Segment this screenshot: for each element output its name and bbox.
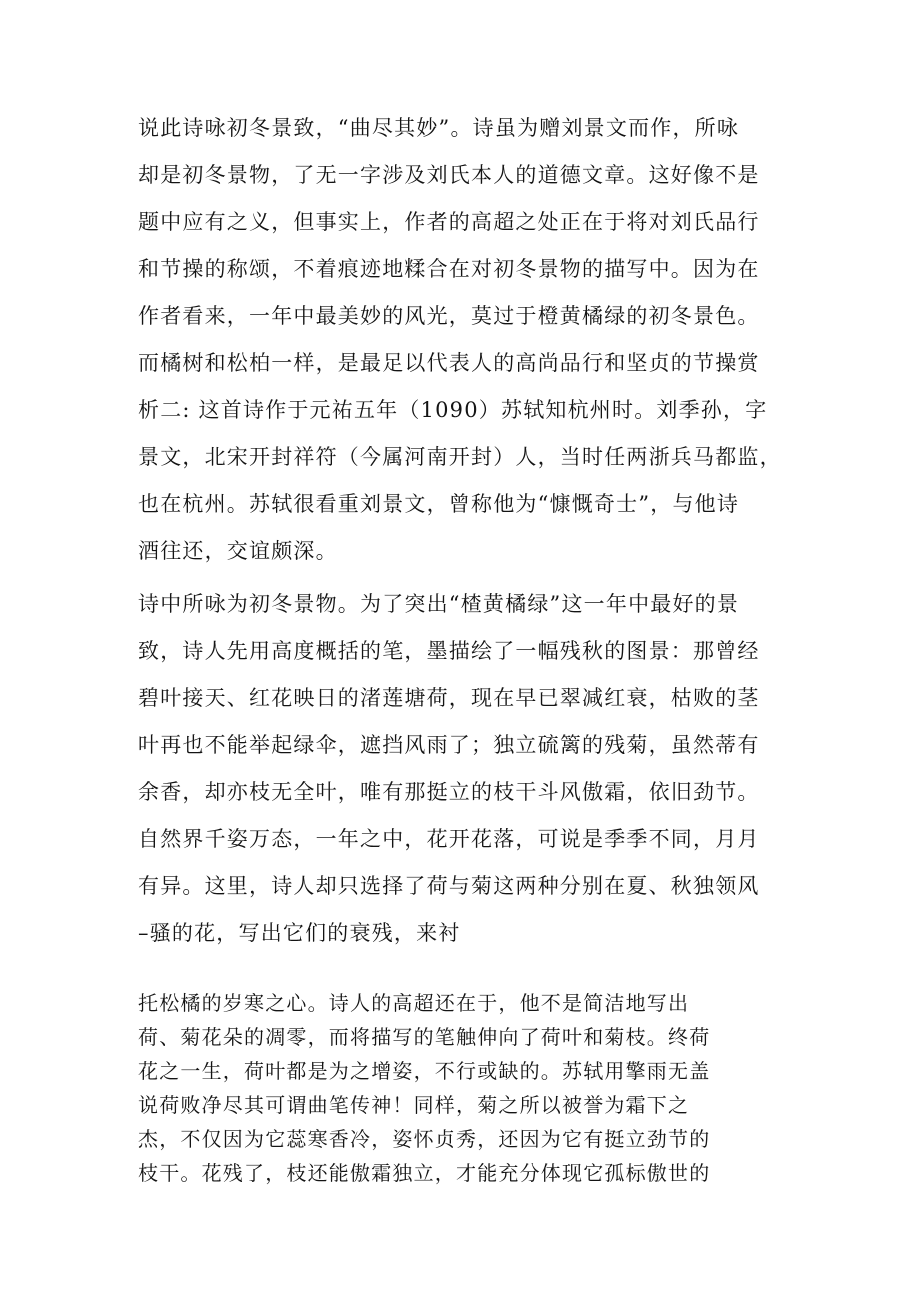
text-line: 景文，北宋开封祥符（今属河南开封）人，当时任两浙兵马都监， [138, 445, 782, 469]
text-line: 自然界千姿万态，一年之中，花开花落，可说是季季不同，月月 [138, 827, 760, 851]
text-line: 诗中所咏为初冬景物。为了突出“楂黄橘绿”这一年中最好的景 [138, 592, 740, 616]
text-line: 枝干。花残了，枝还能傲霜独立，才能充分体现它孤标傲世的 [138, 1161, 711, 1185]
text-line: 托松橘的岁寒之心。诗人的高超还在于，他不是简洁地写出 [138, 991, 690, 1015]
text-line: 杰，不仅因为它蕊寒香冷，姿怀贞秀，还因为它有挺立劲节的 [138, 1127, 711, 1151]
text-line: 花之一生，荷叶都是为之增姿，不行或缺的。苏轼用擎雨无盖 [138, 1059, 711, 1083]
text-line: 却是初冬景物，了无一字涉及刘氏本人的道德文章。这好像不是 [138, 163, 760, 187]
text-line: 致，诗人先用高度概括的笔，墨描绘了一幅残秋的图景：那曾经 [138, 639, 760, 663]
text-line: 题中应有之义，但事实上，作者的高超之处正在于将对刘氏品行 [138, 210, 760, 234]
text-line: 有异。这里，诗人却只选择了荷与菊这两种分别在夏、秋独领风 [138, 874, 760, 898]
text-line: 析二: 这首诗作于元祐五年（1090）苏轼知杭州时。刘季孙，字 [138, 398, 768, 422]
text-line: 叶再也不能举起绿伞，遮挡风雨了；独立硫篱的残菊，虽然蒂有 [138, 733, 760, 757]
text-line: 和节操的称颂，不着痕迹地糅合在对初冬景物的描写中。因为在 [138, 257, 760, 281]
text-line: 酒往还，交谊颇深。 [138, 539, 338, 563]
text-line: 说荷败净尽其可谓曲笔传神！同样，菊之所以被誉为霜下之 [138, 1093, 690, 1117]
text-line: 说此诗咏初冬景致，“曲尽其妙”。诗虽为赠刘景文而作，所咏 [138, 116, 740, 140]
text-line: 作者看来，一年中最美妙的风光，莫过于橙黄橘绿的初冬景色。 [138, 304, 760, 328]
text-line: 余香，却亦枝无全叶，唯有那挺立的枝干斗风傲霜，依旧劲节。 [138, 780, 760, 804]
text-line: 而橘树和松柏一样，是最足以代表人的高尚品行和坚贞的节操赏 [138, 351, 760, 375]
text-line: –骚的花，写出它们的衰残，来衬 [138, 921, 461, 945]
text-line: 荷、菊花朵的凋零，而将描写的笔触伸向了荷叶和菊枝。终荷 [138, 1025, 711, 1049]
text-line: 碧叶接天、红花映日的渚莲塘荷，现在早已翠减红衰，枯败的茎 [138, 686, 760, 710]
text-line: 也在杭州。苏轼很看重刘景文，曾称他为“慷慨奇士”，与他诗 [138, 492, 740, 516]
